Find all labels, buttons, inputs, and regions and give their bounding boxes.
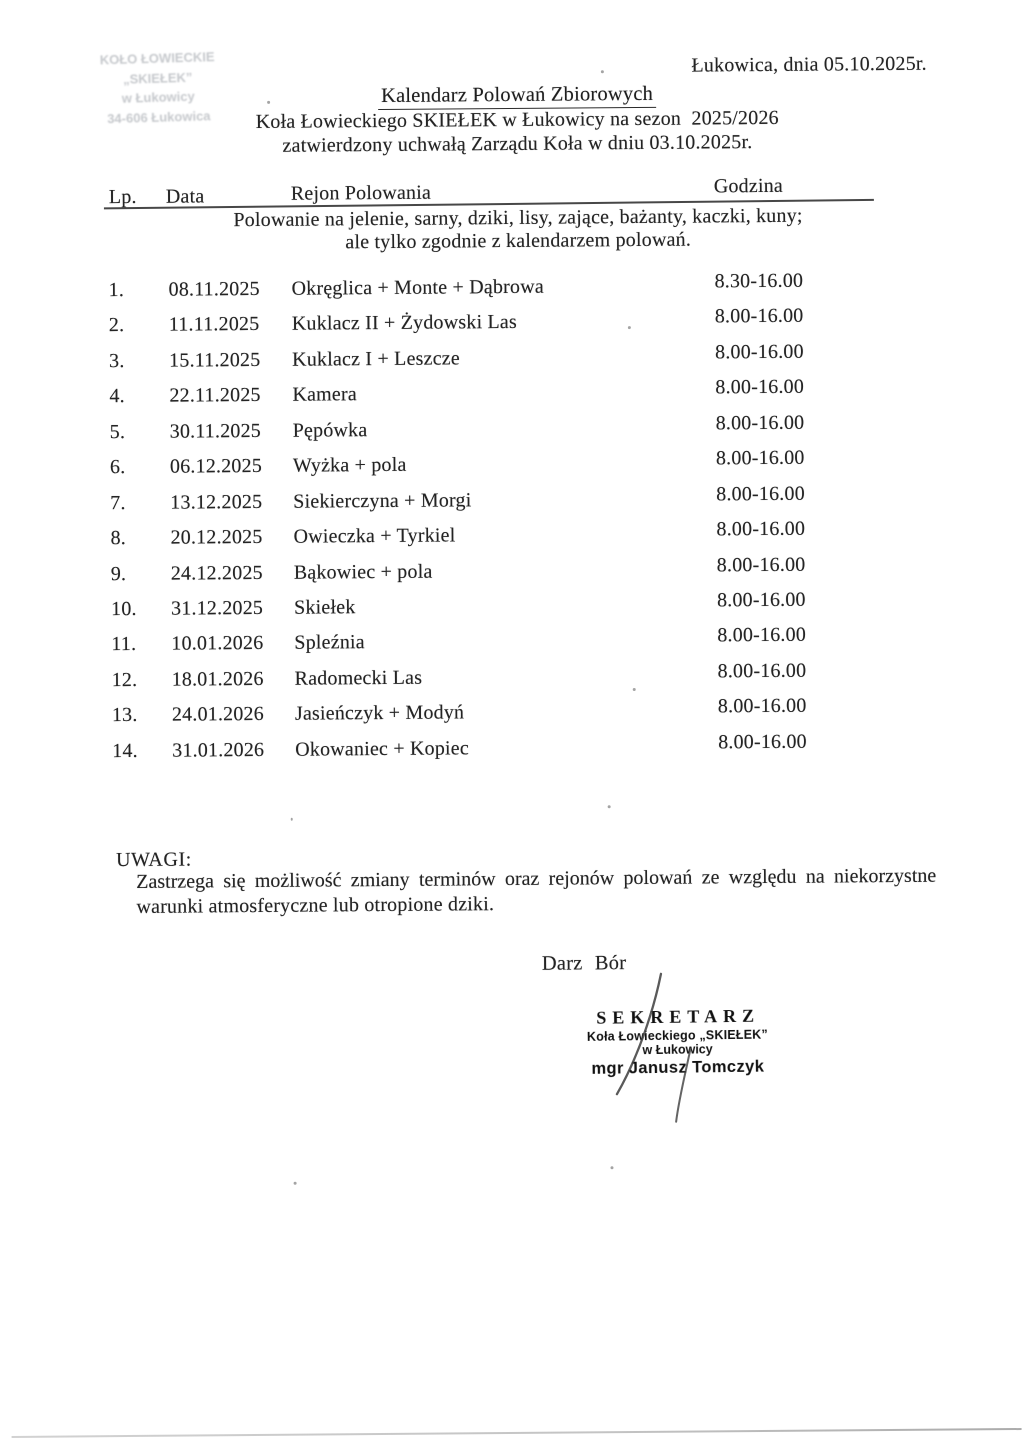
- table-note-line1: Polowanie na jelenie, sarny, dziki, lisy, zające, bażanty, kaczki, kuny;: [233, 204, 803, 232]
- row-date: 11.11.2025: [168, 312, 260, 336]
- row-region: Bąkowiec + pola: [293, 560, 433, 584]
- column-header-data: Data: [165, 185, 205, 208]
- table-row: [0, 269, 1021, 306]
- table-row: [0, 694, 1024, 731]
- row-date: 24.12.2025: [170, 561, 263, 585]
- table-row: [0, 730, 1024, 767]
- table-row: [0, 411, 1022, 448]
- stamp-name: mgr Janusz Tomczyk: [591, 1057, 765, 1078]
- table-row: [0, 517, 1023, 554]
- row-region: Okręglica + Monte + Dąbrowa: [291, 275, 544, 300]
- row-date: 31.01.2026: [172, 738, 265, 762]
- row-date: 18.01.2026: [171, 667, 264, 691]
- row-number: 14.: [112, 739, 138, 763]
- row-number: 6.: [109, 456, 126, 479]
- row-date: 22.11.2025: [169, 383, 261, 407]
- row-time: 8.00-16.00: [715, 375, 805, 399]
- table-row: [0, 659, 1024, 696]
- column-header-lp: Lp.: [108, 185, 137, 209]
- row-number: 10.: [110, 597, 137, 621]
- table-row: [0, 446, 1022, 483]
- scan-noise-dot: [628, 326, 631, 329]
- table-row: [0, 340, 1021, 377]
- row-date: 15.11.2025: [169, 348, 261, 372]
- row-time: 8.00-16.00: [715, 446, 805, 470]
- scan-noise-dot: [633, 688, 636, 691]
- row-number: 3.: [109, 350, 125, 373]
- row-region: Kuklacz I + Leszcze: [292, 347, 460, 371]
- row-time: 8.00-16.00: [716, 482, 805, 506]
- stamp-org-line2: w Łukowicy: [642, 1042, 713, 1058]
- scan-noise-dot: [291, 818, 293, 821]
- table-row: [0, 553, 1023, 590]
- row-date: 06.12.2025: [169, 454, 263, 478]
- remarks-heading: UWAGI:: [115, 848, 192, 872]
- row-date: 08.11.2025: [168, 277, 260, 301]
- row-date: 20.12.2025: [170, 525, 263, 549]
- table-row: [0, 588, 1023, 625]
- row-time: 8.00-16.00: [716, 517, 806, 541]
- row-number: 9.: [110, 563, 127, 586]
- row-region: Kamera: [292, 383, 357, 406]
- row-region: Kuklacz II + Żydowski Las: [291, 310, 518, 335]
- stamp-org-line1: Koła Łowieckiego „SKIEŁEK”: [586, 1027, 768, 1044]
- row-region: Siekierczyna + Morgi: [293, 489, 472, 513]
- row-time: 8.00-16.00: [714, 304, 804, 328]
- row-date: 10.01.2026: [171, 631, 264, 655]
- row-date: 13.12.2025: [170, 490, 263, 514]
- row-time: 8.30-16.00: [714, 269, 804, 293]
- farewell-text: Darz Bór: [541, 952, 627, 975]
- row-region: Radomecki Las: [294, 666, 423, 690]
- remarks-body-line2: warunki atmosferyczne lub otropione dziki.: [136, 893, 495, 918]
- page-subtitle-approval: zatwierdzony uchwałą Zarządu Koła w dniu 03.10.2025r.: [282, 131, 753, 157]
- row-region: Spleźnia: [294, 631, 365, 654]
- row-time: 8.00-16.00: [715, 411, 805, 435]
- table-row: [0, 304, 1021, 341]
- row-region: Okowaniec + Kopiec: [295, 737, 469, 761]
- row-number: 11.: [111, 632, 137, 656]
- club-stamp-line: „SKIEŁEK”: [122, 69, 193, 87]
- table-note-line2: ale tylko zgodnie z kalendarzem polowań.: [345, 228, 692, 254]
- row-number: 7.: [110, 492, 126, 515]
- stamp-role: SEKRETARZ: [596, 1005, 761, 1028]
- table-row: [0, 375, 1022, 412]
- row-time: 8.00-16.00: [718, 730, 807, 754]
- row-number: 5.: [109, 421, 126, 444]
- row-region: Jasieńczyk + Modyń: [294, 701, 465, 725]
- row-time: 8.00-16.00: [717, 694, 807, 718]
- row-time: 8.00-16.00: [717, 659, 807, 683]
- row-time: 8.00-16.00: [716, 553, 806, 577]
- table-row: [0, 623, 1023, 660]
- row-time: 8.00-16.00: [716, 588, 806, 612]
- table-row: [0, 482, 1022, 519]
- row-region: Owieczka + Tyrkiel: [293, 524, 456, 548]
- row-number: 13.: [111, 703, 138, 727]
- column-header-rejon: Rejon Polowania: [290, 181, 432, 205]
- club-stamp-line: KOŁO ŁOWIECKIE: [99, 49, 215, 68]
- row-number: 4.: [109, 385, 125, 408]
- row-time: 8.00-16.00: [717, 623, 807, 647]
- row-number: 12.: [111, 668, 138, 692]
- scan-noise-dot: [267, 101, 270, 104]
- row-number: 2.: [108, 314, 125, 337]
- scan-noise-dot: [294, 1182, 297, 1185]
- page-subtitle-season: Koła Łowieckiego SKIEŁEK w Łukowicy na sezon 2025/2026: [255, 106, 779, 133]
- club-stamp-line: 34-606 Łukowica: [106, 107, 211, 126]
- club-stamp-line: w Łukowicy: [121, 88, 195, 106]
- row-time: 8.00-16.00: [715, 340, 804, 364]
- row-date: 24.01.2026: [171, 702, 264, 726]
- row-region: Pępówka: [292, 419, 368, 442]
- scan-noise-dot: [610, 1166, 613, 1169]
- column-header-godzina: Godzina: [713, 174, 784, 198]
- handwritten-signature: [557, 953, 798, 1145]
- row-number: 8.: [110, 527, 127, 550]
- row-region: Skiełek: [293, 596, 356, 619]
- scan-noise-dot: [601, 70, 604, 73]
- page-title: Kalendarz Polowań Zbiorowych: [15, 80, 1019, 113]
- remarks-body-line1: Zastrzega się możliwość zmiany terminów oraz rejonów polowań ze względu na niekorzystne: [136, 864, 937, 893]
- scan-noise-dot: [608, 805, 611, 808]
- row-region: Wyżka + pola: [292, 453, 407, 477]
- scan-artifact-line: [12, 1428, 1022, 1438]
- row-date: 30.11.2025: [169, 419, 262, 443]
- row-date: 31.12.2025: [170, 596, 264, 620]
- row-number: 1.: [108, 279, 125, 302]
- date-line: Łukowica, dnia 05.10.2025r.: [691, 52, 927, 77]
